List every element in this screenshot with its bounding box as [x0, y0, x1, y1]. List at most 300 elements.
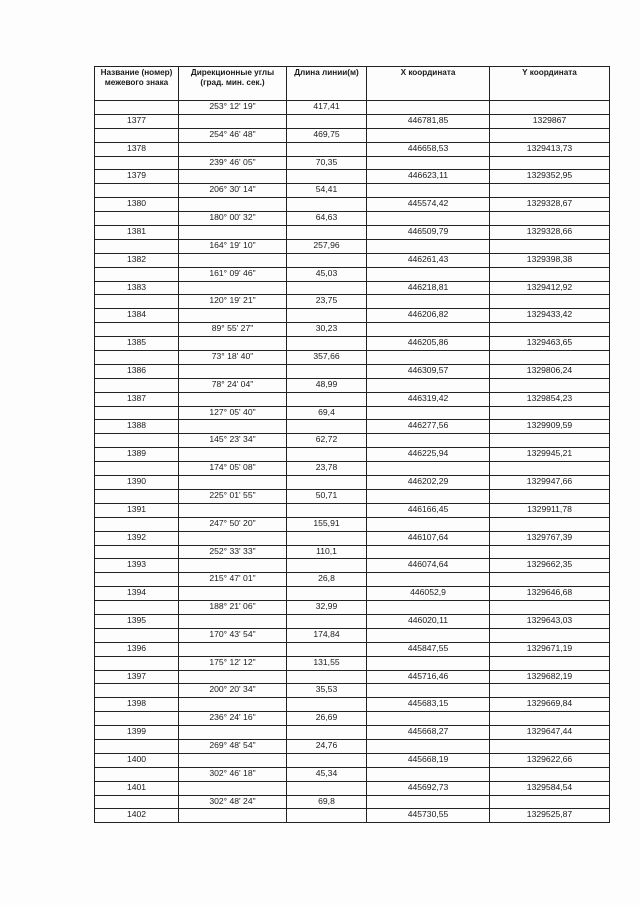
point-angle-cell — [179, 476, 287, 490]
point-length-cell — [287, 781, 367, 795]
line-length-cell: 23,75 — [287, 295, 367, 309]
segment-row — [95, 462, 610, 476]
point-length-cell — [287, 587, 367, 601]
segment-row — [95, 128, 610, 142]
x-coordinate-cell: 446261,43 — [367, 253, 490, 267]
direction-angle-cell: 89° 55' 27" — [179, 323, 287, 337]
line-length-cell: 24,76 — [287, 739, 367, 753]
segment-y-cell — [490, 128, 610, 142]
y-coordinate-cell: 1329413,73 — [490, 142, 610, 156]
line-length-cell: 257,96 — [287, 239, 367, 253]
segment-x-cell — [367, 351, 490, 365]
point-length-cell — [287, 309, 367, 323]
x-coordinate-cell: 445668,27 — [367, 726, 490, 740]
header-line-length: Длина линии(м) — [287, 67, 367, 101]
point-row — [95, 670, 610, 684]
header-x-coordinate: X координата — [367, 67, 490, 101]
segment-row — [95, 628, 610, 642]
segment-row — [95, 489, 610, 503]
point-row — [95, 503, 610, 517]
point-angle-cell — [179, 114, 287, 128]
point-angle-cell — [179, 670, 287, 684]
direction-angle-cell: 215° 47' 01" — [179, 573, 287, 587]
segment-x-cell — [367, 739, 490, 753]
y-coordinate-cell: 1329669,84 — [490, 698, 610, 712]
table-header-row — [95, 67, 610, 101]
point-row — [95, 364, 610, 378]
line-length-cell: 69,8 — [287, 795, 367, 809]
segment-name-cell — [95, 795, 179, 809]
segment-y-cell — [490, 656, 610, 670]
point-angle-cell — [179, 781, 287, 795]
point-length-cell — [287, 531, 367, 545]
segment-x-cell — [367, 656, 490, 670]
y-coordinate-cell: 1329398,38 — [490, 253, 610, 267]
point-row — [95, 337, 610, 351]
x-coordinate-cell: 446020,11 — [367, 614, 490, 628]
segment-name-cell — [95, 601, 179, 615]
boundary-coordinates-table — [94, 66, 610, 823]
x-coordinate-cell: 446107,64 — [367, 531, 490, 545]
point-angle-cell — [179, 448, 287, 462]
y-coordinate-cell: 1329328,67 — [490, 198, 610, 212]
segment-name-cell — [95, 184, 179, 198]
point-angle-cell — [179, 337, 287, 351]
point-length-cell — [287, 253, 367, 267]
point-row — [95, 726, 610, 740]
point-length-cell — [287, 726, 367, 740]
point-name-cell: 1398 — [95, 698, 179, 712]
direction-angle-cell: 127° 05' 40" — [179, 406, 287, 420]
segment-row — [95, 378, 610, 392]
segment-name-cell — [95, 295, 179, 309]
line-length-cell: 174,84 — [287, 628, 367, 642]
x-coordinate-cell: 446277,56 — [367, 420, 490, 434]
segment-y-cell — [490, 434, 610, 448]
x-coordinate-cell: 446202,29 — [367, 476, 490, 490]
point-row — [95, 781, 610, 795]
y-coordinate-cell: 1329909,59 — [490, 420, 610, 434]
direction-angle-cell: 239° 46' 05" — [179, 156, 287, 170]
direction-angle-cell: 78° 24' 04" — [179, 378, 287, 392]
segment-name-cell — [95, 212, 179, 226]
point-name-cell: 1381 — [95, 226, 179, 240]
line-length-cell: 62,72 — [287, 434, 367, 448]
direction-angle-cell: 188° 21' 06" — [179, 601, 287, 615]
line-length-cell: 69,4 — [287, 406, 367, 420]
point-angle-cell — [179, 642, 287, 656]
direction-angle-cell: 180° 00' 32" — [179, 212, 287, 226]
segment-y-cell — [490, 767, 610, 781]
point-row — [95, 587, 610, 601]
header-direction-angle: Дирекционные углы (град. мин. сек.) — [179, 67, 287, 101]
point-name-cell: 1402 — [95, 809, 179, 823]
y-coordinate-cell: 1329646,68 — [490, 587, 610, 601]
point-name-cell: 1394 — [95, 587, 179, 601]
point-name-cell: 1387 — [95, 392, 179, 406]
segment-y-cell — [490, 212, 610, 226]
y-coordinate-cell: 1329682,19 — [490, 670, 610, 684]
segment-name-cell — [95, 739, 179, 753]
point-length-cell — [287, 476, 367, 490]
point-length-cell — [287, 670, 367, 684]
x-coordinate-cell: 446309,57 — [367, 364, 490, 378]
x-coordinate-cell: 446509,79 — [367, 226, 490, 240]
direction-angle-cell: 200° 20' 34" — [179, 684, 287, 698]
y-coordinate-cell: 1329867 — [490, 114, 610, 128]
x-coordinate-cell: 446225,94 — [367, 448, 490, 462]
point-row — [95, 476, 610, 490]
direction-angle-cell: 247° 50' 20" — [179, 517, 287, 531]
point-angle-cell — [179, 587, 287, 601]
direction-angle-cell: 161° 09' 46" — [179, 267, 287, 281]
y-coordinate-cell: 1329945,21 — [490, 448, 610, 462]
segment-x-cell — [367, 323, 490, 337]
line-length-cell: 45,03 — [287, 267, 367, 281]
point-length-cell — [287, 337, 367, 351]
point-row — [95, 309, 610, 323]
segment-row — [95, 184, 610, 198]
y-coordinate-cell: 1329412,92 — [490, 281, 610, 295]
line-length-cell: 45,34 — [287, 767, 367, 781]
y-coordinate-cell: 1329352,95 — [490, 170, 610, 184]
point-name-cell: 1384 — [95, 309, 179, 323]
x-coordinate-cell: 446623,11 — [367, 170, 490, 184]
point-angle-cell — [179, 309, 287, 323]
segment-x-cell — [367, 795, 490, 809]
segment-x-cell — [367, 628, 490, 642]
point-angle-cell — [179, 281, 287, 295]
line-length-cell: 70,35 — [287, 156, 367, 170]
x-coordinate-cell: 446166,45 — [367, 503, 490, 517]
point-length-cell — [287, 420, 367, 434]
point-row — [95, 198, 610, 212]
point-name-cell: 1393 — [95, 559, 179, 573]
point-angle-cell — [179, 698, 287, 712]
header-point-name: Название (номер) межевого знака — [95, 67, 179, 101]
segment-name-cell — [95, 267, 179, 281]
segment-x-cell — [367, 434, 490, 448]
direction-angle-cell: 145° 23' 34" — [179, 434, 287, 448]
point-name-cell: 1382 — [95, 253, 179, 267]
point-length-cell — [287, 170, 367, 184]
point-name-cell: 1377 — [95, 114, 179, 128]
segment-name-cell — [95, 406, 179, 420]
segment-name-cell — [95, 545, 179, 559]
x-coordinate-cell: 445716,46 — [367, 670, 490, 684]
point-name-cell: 1389 — [95, 448, 179, 462]
direction-angle-cell: 236° 24' 16" — [179, 712, 287, 726]
segment-x-cell — [367, 156, 490, 170]
segment-x-cell — [367, 462, 490, 476]
point-length-cell — [287, 753, 367, 767]
segment-y-cell — [490, 573, 610, 587]
segment-y-cell — [490, 378, 610, 392]
segment-x-cell — [367, 767, 490, 781]
point-name-cell: 1386 — [95, 364, 179, 378]
point-row — [95, 642, 610, 656]
line-length-cell: 35,53 — [287, 684, 367, 698]
segment-name-cell — [95, 239, 179, 253]
x-coordinate-cell: 446218,81 — [367, 281, 490, 295]
segment-row — [95, 295, 610, 309]
segment-row — [95, 739, 610, 753]
y-coordinate-cell: 1329767,39 — [490, 531, 610, 545]
segment-name-cell — [95, 517, 179, 531]
segment-x-cell — [367, 101, 490, 115]
segment-y-cell — [490, 601, 610, 615]
y-coordinate-cell: 1329463,65 — [490, 337, 610, 351]
segment-row — [95, 601, 610, 615]
segment-x-cell — [367, 712, 490, 726]
segment-y-cell — [490, 156, 610, 170]
segment-name-cell — [95, 101, 179, 115]
segment-x-cell — [367, 517, 490, 531]
y-coordinate-cell: 1329854,23 — [490, 392, 610, 406]
segment-name-cell — [95, 128, 179, 142]
point-length-cell — [287, 114, 367, 128]
point-angle-cell — [179, 226, 287, 240]
point-angle-cell — [179, 531, 287, 545]
point-row — [95, 614, 610, 628]
segment-row — [95, 795, 610, 809]
y-coordinate-cell: 1329647,44 — [490, 726, 610, 740]
x-coordinate-cell: 445683,15 — [367, 698, 490, 712]
point-length-cell — [287, 142, 367, 156]
direction-angle-cell: 164° 19' 10" — [179, 239, 287, 253]
segment-x-cell — [367, 128, 490, 142]
x-coordinate-cell: 446206,82 — [367, 309, 490, 323]
line-length-cell: 48,99 — [287, 378, 367, 392]
line-length-cell: 155,91 — [287, 517, 367, 531]
line-length-cell: 110,1 — [287, 545, 367, 559]
segment-y-cell — [490, 184, 610, 198]
x-coordinate-cell: 446074,64 — [367, 559, 490, 573]
segment-row — [95, 517, 610, 531]
segment-row — [95, 434, 610, 448]
point-name-cell: 1378 — [95, 142, 179, 156]
segment-row — [95, 545, 610, 559]
line-length-cell: 26,69 — [287, 712, 367, 726]
y-coordinate-cell: 1329433,42 — [490, 309, 610, 323]
segment-row — [95, 101, 610, 115]
segment-y-cell — [490, 406, 610, 420]
point-row — [95, 559, 610, 573]
x-coordinate-cell: 445847,55 — [367, 642, 490, 656]
line-length-cell: 469,75 — [287, 128, 367, 142]
point-angle-cell — [179, 170, 287, 184]
point-length-cell — [287, 281, 367, 295]
line-length-cell: 23,78 — [287, 462, 367, 476]
point-name-cell: 1380 — [95, 198, 179, 212]
segment-name-cell — [95, 656, 179, 670]
point-angle-cell — [179, 142, 287, 156]
point-row — [95, 281, 610, 295]
y-coordinate-cell: 1329622,66 — [490, 753, 610, 767]
segment-name-cell — [95, 573, 179, 587]
segment-x-cell — [367, 684, 490, 698]
point-row — [95, 114, 610, 128]
point-length-cell — [287, 226, 367, 240]
segment-row — [95, 684, 610, 698]
segment-x-cell — [367, 406, 490, 420]
point-angle-cell — [179, 364, 287, 378]
segment-row — [95, 267, 610, 281]
segment-x-cell — [367, 573, 490, 587]
segment-row — [95, 767, 610, 781]
line-length-cell: 30,23 — [287, 323, 367, 337]
point-name-cell: 1388 — [95, 420, 179, 434]
point-angle-cell — [179, 753, 287, 767]
x-coordinate-cell: 446319,42 — [367, 392, 490, 406]
segment-name-cell — [95, 684, 179, 698]
point-name-cell: 1391 — [95, 503, 179, 517]
segment-x-cell — [367, 489, 490, 503]
x-coordinate-cell: 445692,73 — [367, 781, 490, 795]
direction-angle-cell: 252° 33' 33" — [179, 545, 287, 559]
segment-name-cell — [95, 378, 179, 392]
point-name-cell: 1400 — [95, 753, 179, 767]
point-angle-cell — [179, 420, 287, 434]
segment-x-cell — [367, 212, 490, 226]
segment-x-cell — [367, 239, 490, 253]
y-coordinate-cell: 1329911,78 — [490, 503, 610, 517]
point-name-cell: 1379 — [95, 170, 179, 184]
segment-y-cell — [490, 462, 610, 476]
segment-y-cell — [490, 545, 610, 559]
point-row — [95, 420, 610, 434]
segment-row — [95, 351, 610, 365]
point-row — [95, 698, 610, 712]
point-row — [95, 142, 610, 156]
point-name-cell: 1396 — [95, 642, 179, 656]
segment-y-cell — [490, 739, 610, 753]
point-name-cell: 1392 — [95, 531, 179, 545]
line-length-cell: 64,63 — [287, 212, 367, 226]
table-body — [95, 101, 610, 823]
y-coordinate-cell: 1329584,54 — [490, 781, 610, 795]
line-length-cell: 26,8 — [287, 573, 367, 587]
point-angle-cell — [179, 503, 287, 517]
direction-angle-cell: 206° 30' 14" — [179, 184, 287, 198]
segment-row — [95, 573, 610, 587]
point-row — [95, 753, 610, 767]
segment-name-cell — [95, 351, 179, 365]
point-row — [95, 448, 610, 462]
line-length-cell: 54,41 — [287, 184, 367, 198]
line-length-cell: 131,55 — [287, 656, 367, 670]
x-coordinate-cell: 445730,55 — [367, 809, 490, 823]
y-coordinate-cell: 1329806,24 — [490, 364, 610, 378]
point-angle-cell — [179, 198, 287, 212]
point-length-cell — [287, 809, 367, 823]
segment-row — [95, 212, 610, 226]
segment-y-cell — [490, 684, 610, 698]
segment-y-cell — [490, 295, 610, 309]
segment-name-cell — [95, 323, 179, 337]
point-name-cell: 1397 — [95, 670, 179, 684]
point-angle-cell — [179, 809, 287, 823]
point-name-cell: 1385 — [95, 337, 179, 351]
segment-row — [95, 656, 610, 670]
point-name-cell: 1399 — [95, 726, 179, 740]
segment-y-cell — [490, 267, 610, 281]
point-length-cell — [287, 698, 367, 712]
point-row — [95, 531, 610, 545]
x-coordinate-cell: 446205,86 — [367, 337, 490, 351]
segment-x-cell — [367, 378, 490, 392]
direction-angle-cell: 73° 18' 40" — [179, 351, 287, 365]
segment-row — [95, 712, 610, 726]
direction-angle-cell: 302° 48' 24" — [179, 795, 287, 809]
point-angle-cell — [179, 392, 287, 406]
direction-angle-cell: 174° 05' 08" — [179, 462, 287, 476]
x-coordinate-cell: 445668,19 — [367, 753, 490, 767]
y-coordinate-cell: 1329947,66 — [490, 476, 610, 490]
point-row — [95, 392, 610, 406]
x-coordinate-cell: 445574,42 — [367, 198, 490, 212]
point-angle-cell — [179, 726, 287, 740]
point-row — [95, 226, 610, 240]
segment-name-cell — [95, 489, 179, 503]
point-length-cell — [287, 198, 367, 212]
segment-name-cell — [95, 156, 179, 170]
point-angle-cell — [179, 559, 287, 573]
point-length-cell — [287, 642, 367, 656]
header-y-coordinate: Y координата — [490, 67, 610, 101]
y-coordinate-cell: 1329328,66 — [490, 226, 610, 240]
point-row — [95, 253, 610, 267]
segment-row — [95, 323, 610, 337]
point-name-cell: 1383 — [95, 281, 179, 295]
point-angle-cell — [179, 253, 287, 267]
point-name-cell: 1390 — [95, 476, 179, 490]
point-row — [95, 809, 610, 823]
y-coordinate-cell: 1329525,87 — [490, 809, 610, 823]
point-name-cell: 1395 — [95, 614, 179, 628]
segment-name-cell — [95, 628, 179, 642]
direction-angle-cell: 170° 43' 54" — [179, 628, 287, 642]
segment-name-cell — [95, 462, 179, 476]
segment-name-cell — [95, 767, 179, 781]
point-length-cell — [287, 448, 367, 462]
segment-y-cell — [490, 239, 610, 253]
line-length-cell: 357,66 — [287, 351, 367, 365]
segment-y-cell — [490, 712, 610, 726]
direction-angle-cell: 302° 46' 18" — [179, 767, 287, 781]
direction-angle-cell: 254° 46' 48" — [179, 128, 287, 142]
segment-y-cell — [490, 628, 610, 642]
point-name-cell: 1401 — [95, 781, 179, 795]
segment-x-cell — [367, 267, 490, 281]
point-row — [95, 170, 610, 184]
x-coordinate-cell: 446781,85 — [367, 114, 490, 128]
x-coordinate-cell: 446052,9 — [367, 587, 490, 601]
segment-y-cell — [490, 351, 610, 365]
point-length-cell — [287, 614, 367, 628]
segment-row — [95, 156, 610, 170]
point-angle-cell — [179, 614, 287, 628]
direction-angle-cell: 225° 01' 55" — [179, 489, 287, 503]
point-length-cell — [287, 559, 367, 573]
segment-row — [95, 406, 610, 420]
y-coordinate-cell: 1329671,19 — [490, 642, 610, 656]
segment-x-cell — [367, 545, 490, 559]
direction-angle-cell: 175° 12' 12" — [179, 656, 287, 670]
segment-name-cell — [95, 434, 179, 448]
point-length-cell — [287, 503, 367, 517]
point-length-cell — [287, 392, 367, 406]
